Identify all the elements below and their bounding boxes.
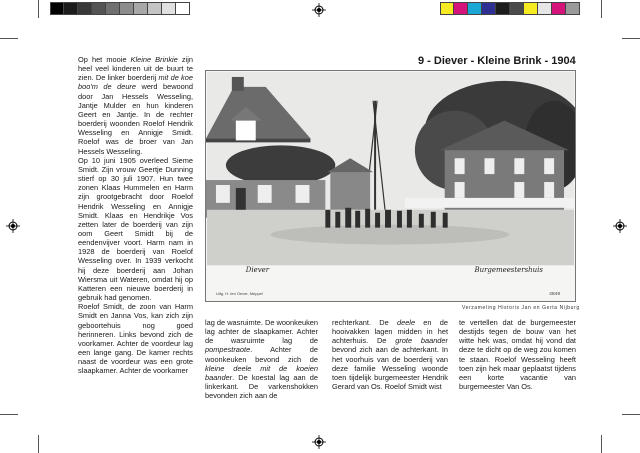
- color-swatch: [482, 2, 496, 15]
- photo-publisher: Uitg. H. ten Oever, Meppel: [215, 291, 263, 297]
- gray-swatch: [78, 2, 92, 15]
- color-swatch: [538, 2, 552, 15]
- color-calibration-bar: [440, 2, 580, 15]
- paragraph: Op 10 juni 1905 overleed Sieme Smidt. Zijn vrouw Geertje Dunning stierf op 30 juli 1907. Hun twee zonen Klaas Hummelen en Harm zijn grootgebracht door Roelof Hendrik Wesseling en Annigje Smidt. Klaas en Hendrikje Vos zetten later de boerderij van zijn oom Geert Smidt bij de eendenvijver voort. Harm nam in 1928 de boerderij van Roelof Wesseling over. In 1939 verkocht hij deze boerderij aan Johan Wiersma uit Wateren, omdat hij op Katteren een nieuwe boerderij in gebruik had genomen.: [78, 155, 193, 303]
- text: werd bewoond door Jan Hessels Wesseling, Jantje Mulder en hun kinderen Geert en Jantje. In de rechter boerderij woonden Roelof Hendrik Wesseling en Annigje Smidt. Roelof was de broer van Jan Hessels Wesseling.: [78, 82, 193, 156]
- photo-credit: Verzameling Historis Jan en Gerta Nijburg: [462, 305, 580, 311]
- text: . Achter de woonkeuken bevond zich de: [205, 345, 318, 364]
- color-swatch: [496, 2, 510, 15]
- gray-swatch: [176, 2, 190, 15]
- text: . De koestal lag aan de linkerkant. De varkenshokken bevonden zich aan de: [205, 372, 318, 401]
- text: en de hooivakken lagen midden in het achterhuis. De: [332, 318, 448, 346]
- color-swatch: [524, 2, 538, 15]
- crop-mark: [622, 38, 640, 39]
- gray-swatch: [148, 2, 162, 15]
- photo-number: 4849: [549, 292, 561, 298]
- crop-mark: [38, 435, 39, 453]
- crop-mark: [0, 414, 18, 415]
- color-swatch: [440, 2, 454, 15]
- text-column-2: [205, 318, 318, 400]
- text-column-4: [459, 318, 576, 391]
- crop-mark: [0, 38, 18, 39]
- gray-swatch: [162, 2, 176, 15]
- photo-caption-right: Burgemeestershuis: [474, 266, 543, 275]
- gray-swatch: [92, 2, 106, 15]
- gray-swatch: [134, 2, 148, 15]
- crop-mark: [38, 0, 39, 18]
- paragraph: [332, 318, 448, 391]
- emphasis: kleine deele mit de koeien baander: [205, 363, 318, 382]
- color-swatch: [468, 2, 482, 15]
- registration-target-icon: [312, 435, 326, 449]
- gray-calibration-bar: [50, 2, 190, 15]
- paragraph: [205, 318, 318, 400]
- photo-caption-left: Diever: [245, 266, 270, 275]
- gray-swatch: [120, 2, 134, 15]
- color-swatch: [552, 2, 566, 15]
- text: rechterkant. De: [332, 318, 397, 327]
- registration-target-icon: [613, 219, 627, 233]
- registration-target-icon: [312, 3, 326, 17]
- crop-mark: [622, 414, 640, 415]
- historic-photo: [205, 70, 576, 302]
- text: Op het mooie: [78, 55, 131, 64]
- emphasis: mit de koe boo'm de deure: [78, 73, 193, 92]
- text: lag de wasruimte. De woonkeuken lag achter de slaapkamer. Achter de wasruimte lag de: [205, 318, 318, 346]
- crop-mark: [601, 435, 602, 453]
- text-column-3: [332, 318, 448, 391]
- registration-target-icon: [6, 219, 20, 233]
- text: bevond zich aan de achterkant. In het voorhuis van de boerderij van deze familie Wesseling woonde toen tijdelijk burgemeester Hendrik Gerard van Os. Roelof Smidt wist: [332, 345, 448, 392]
- emphasis: deele: [396, 318, 416, 327]
- paragraph: te vertellen dat de burgemeester destijds tegen de bouw van het witte hek was, omdat hij vond dat deze te dicht op de weg zou komen te staan. Roelof Wesseling heeft toen zijn hek maar geplaatst tijdens een korte vacantie van burgemeester Van Os.: [459, 318, 576, 392]
- gray-swatch: [50, 2, 64, 15]
- crop-mark: [601, 0, 602, 18]
- emphasis: Kleine Brinkie: [130, 55, 178, 64]
- color-swatch: [510, 2, 524, 15]
- color-swatch: [454, 2, 468, 15]
- paragraph: Roelof Smidt, de zoon van Harm Smidt en Janna Vos, kan zich zijn geboortehuis nog goed herinneren. Links bevond zich de voorkamer. Achter de voordeur lag een lange gang. De kamer rechts naast de voordeur was een grote slaapkamer. Achter de voorkamer: [78, 302, 193, 376]
- page-title: 9 - Diever - Kleine Brink - 1904: [418, 55, 576, 67]
- gray-swatch: [64, 2, 78, 15]
- gray-swatch: [106, 2, 120, 15]
- emphasis: grote baander: [395, 336, 448, 346]
- emphasis: pompestraote: [205, 345, 251, 355]
- paragraph: [78, 55, 193, 156]
- color-swatch: [566, 2, 580, 15]
- text: zijn heel veel kinderen uit de buurt te zien. De linker boerderij: [78, 55, 193, 83]
- text-column-1: [78, 55, 193, 375]
